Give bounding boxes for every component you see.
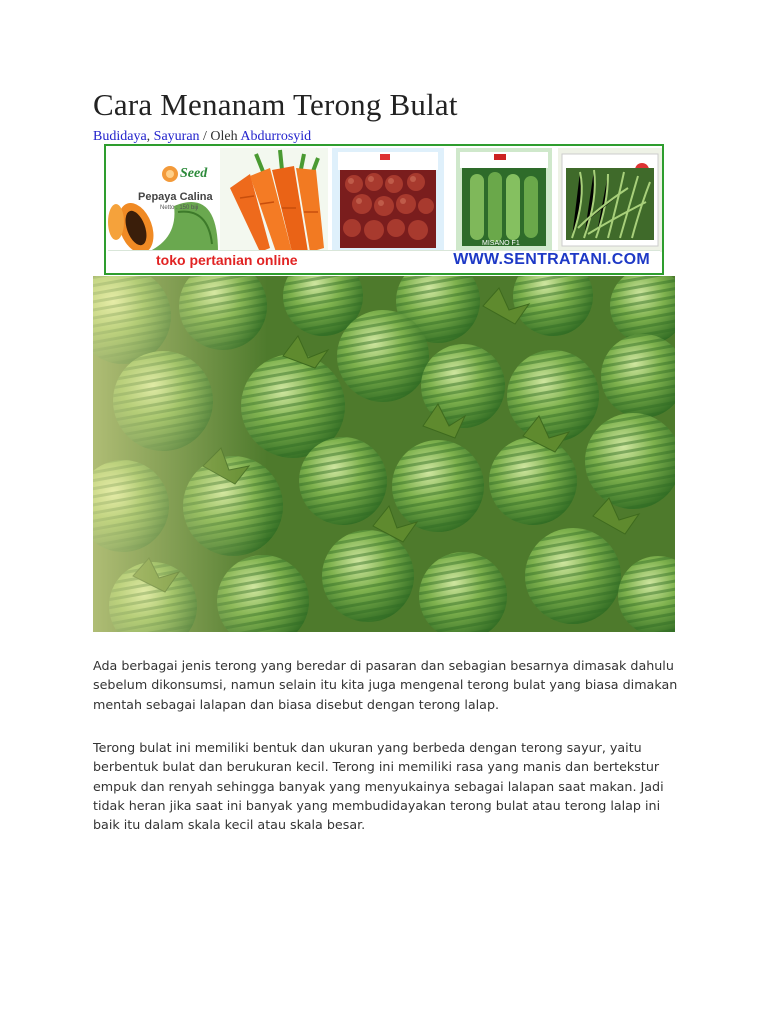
seed-brand-label: Seed: [180, 166, 208, 181]
article-title: Cara Menanam Terong Bulat: [93, 87, 458, 122]
banner-tagline: toko pertanian online: [156, 252, 298, 268]
banner-carrot-image: [220, 148, 328, 252]
ad-banner[interactable]: [104, 144, 664, 275]
banner-bean-package: [558, 148, 662, 252]
banner-shallot-package: [332, 148, 444, 252]
article-paragraph-2: Terong bulat ini memiliki bentuk dan ukuran yang berbeda dengan terong sayur, yaitu berbentuk bulat dan berukuran kecil. Terong ini memiliki rasa yang manis dan bertekstur empuk dan renyah sehingga banyak yang menyukainya sebagai lalapan saat makan. Jadi tidak heran jika saat ini banyak yang membudidayakan terong bulat atau terong lalap ini baik itu dalam skala kecil atau skala besar.: [93, 740, 664, 833]
article-paragraph-1: Ada berbagai jenis terong yang beredar di pasaran dan sebagian besarnya dimasak dahulu sebelum dikonsumsi, namun selain itu kita juga mengenal terong bulat yang biasa dimakan mentah sebagai lalapan dan biasa disebut dengan terong lalap.: [93, 658, 678, 712]
category-link-sayuran[interactable]: Sayuran: [153, 129, 200, 144]
eggplant-photo: [93, 276, 675, 632]
author-link[interactable]: Abdurrosyid: [240, 129, 312, 144]
seed-product-label: Pepaya Calina: [138, 191, 213, 203]
banner-cucumber-package: [456, 148, 552, 252]
cucumber-package-label: MISANO F1: [482, 240, 520, 247]
banner-footer-strip: [108, 250, 660, 271]
seed-netto-label: Netto : 150 biji: [160, 205, 199, 211]
banner-seed-package: [108, 148, 218, 252]
category-link-budidaya[interactable]: Budidaya: [93, 129, 147, 144]
banner-url[interactable]: WWW.SENTRATANI.COM: [453, 251, 650, 268]
author-prefix: / Oleh: [199, 129, 241, 144]
category-separator: ,: [146, 129, 154, 144]
